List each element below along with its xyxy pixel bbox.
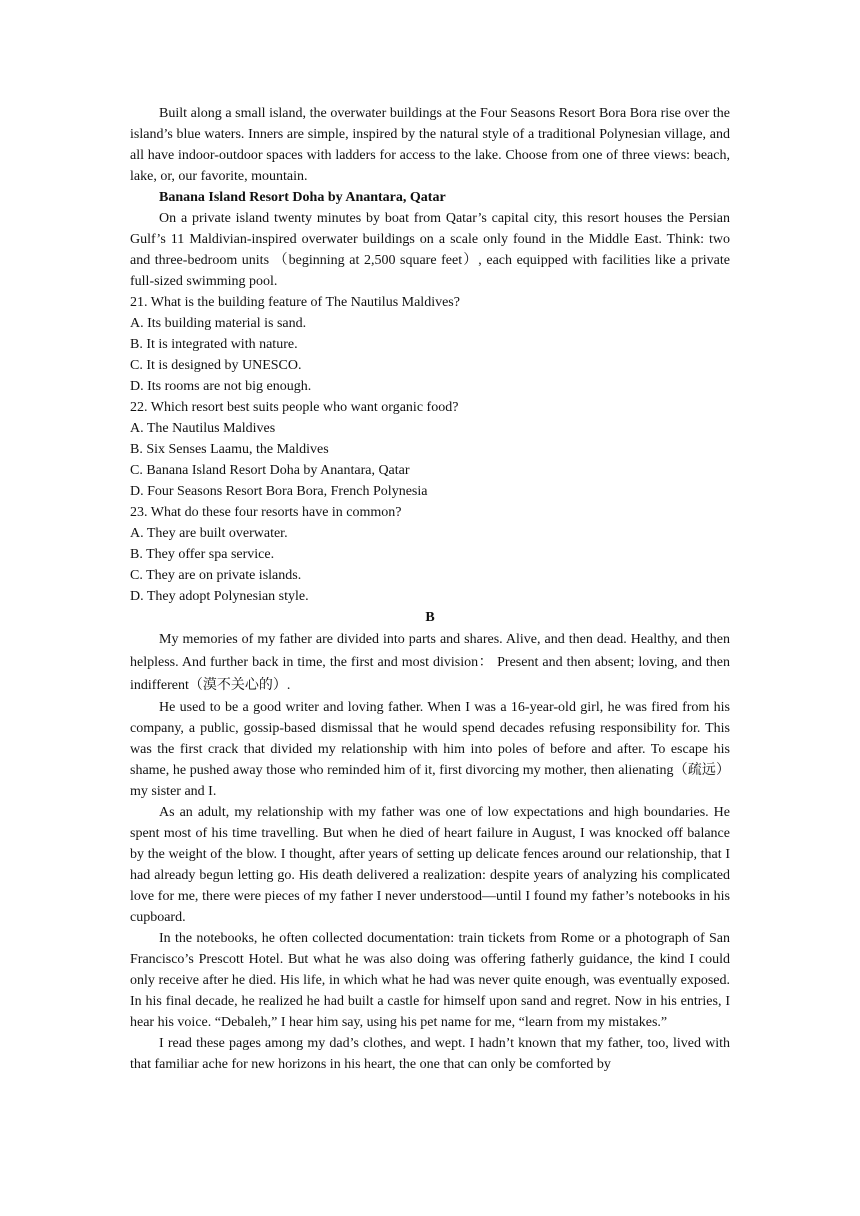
answer-option: C. It is designed by UNESCO. — [130, 358, 302, 373]
answer-option: D. Four Seasons Resort Bora Bora, French Polynesia — [130, 484, 428, 499]
answer-option: B. It is integrated with nature. — [130, 337, 298, 352]
answer-option: A. Its building material is sand. — [130, 316, 307, 331]
question-23 — [130, 502, 730, 607]
answer-option: B. They offer spa service. — [130, 547, 275, 562]
question-21 — [130, 292, 730, 397]
section-label-b: B — [425, 610, 435, 625]
resort-heading-banana-island: Banana Island Resort Doha by Anantara, Qatar — [159, 190, 446, 205]
document-page — [130, 103, 730, 1075]
question-22 — [130, 397, 730, 502]
answer-option: C. They are on private islands. — [130, 568, 302, 583]
paragraph-good-writer: He used to be a good writer and loving father. When I was a 16-year-old girl, he was fired from his company, a public, gossip-based dismissal that he would spend decades refusing responsibility for. This was the first crack that divided my relationship with him into poles of before and after. To escape his shame, he pushed away those who reminded him of it, first divorcing my mother, then alienating（疏远）my sister and I. — [130, 700, 730, 799]
question-stem: 22. Which resort best suits people who want organic food? — [130, 400, 459, 415]
answer-option: A. They are built overwater. — [130, 526, 288, 541]
answer-option: C. Banana Island Resort Doha by Anantara, Qatar — [130, 463, 410, 478]
paragraph-bora-bora: Built along a small island, the overwater buildings at the Four Seasons Resort Bora Bora rise over the island’s blue waters. Inners are simple, inspired by the natural style of a traditional Polynesian village, and all have indoor-outdoor spaces with ladders for access to the lake. Choose from one of three views: beach, lake, or, our favorite, mountain. — [130, 106, 730, 184]
paragraph-as-an-adult: As an adult, my relationship with my father was one of low expectations and high boundaries. He spent most of his time travelling. But when he died of heart failure in August, I was knocked off balance by the weight of the blow. I thought, after years of setting up delicate fences around our relationship, that I had already begun letting go. His death delivered a realization: despite years of analyzing his complicated love for me, there were pieces of my father I never understood—until I found my father’s notebooks in his cupboard. — [130, 805, 730, 925]
paragraph-banana-island: On a private island twenty minutes by boat from Qatar’s capital city, this resort houses the Persian Gulf’s 11 Maldivian-inspired overwater buildings on a scale only found in the Middle East. Think: two and three-bedroom units （beginning at 2,500 square feet）, each equipped with facilities like a private full-sized swimming pool. — [130, 211, 730, 289]
paragraph-read-pages: I read these pages among my dad’s clothes, and wept. I hadn’t known that my father, too, lived with that familiar ache for new horizons in his heart, the one that can only be comforted by — [130, 1036, 730, 1072]
answer-option: D. Its rooms are not big enough. — [130, 379, 312, 394]
answer-option: B. Six Senses Laamu, the Maldives — [130, 442, 329, 457]
paragraph-notebooks: In the notebooks, he often collected documentation: train tickets from Rome or a photograph of San Francisco’s Prescott Hotel. But what he was also doing was offering fatherly guidance, the kind I could only receive after he died. His life, in which what he had was never quite enough, was eventually exposed. In his final decade, he realized he had built a castle for himself upon sand and regret. Now in his entries, I hear his voice. “Debaleh,” I hear him say, using his pet name for me, “learn from my mistakes.” — [130, 931, 730, 1030]
question-stem: 21. What is the building feature of The Nautilus Maldives? — [130, 295, 460, 310]
answer-option: D. They adopt Polynesian style. — [130, 589, 309, 604]
answer-option: A. The Nautilus Maldives — [130, 421, 276, 436]
paragraph-memories: My memories of my father are divided into parts and shares. Alive, and then dead. Healthy, and then helpless. And further back in time, the first and most division： Present and then absent; loving, and then indifferent（漠不关心的）. — [130, 632, 730, 693]
question-stem: 23. What do these four resorts have in common? — [130, 505, 402, 520]
